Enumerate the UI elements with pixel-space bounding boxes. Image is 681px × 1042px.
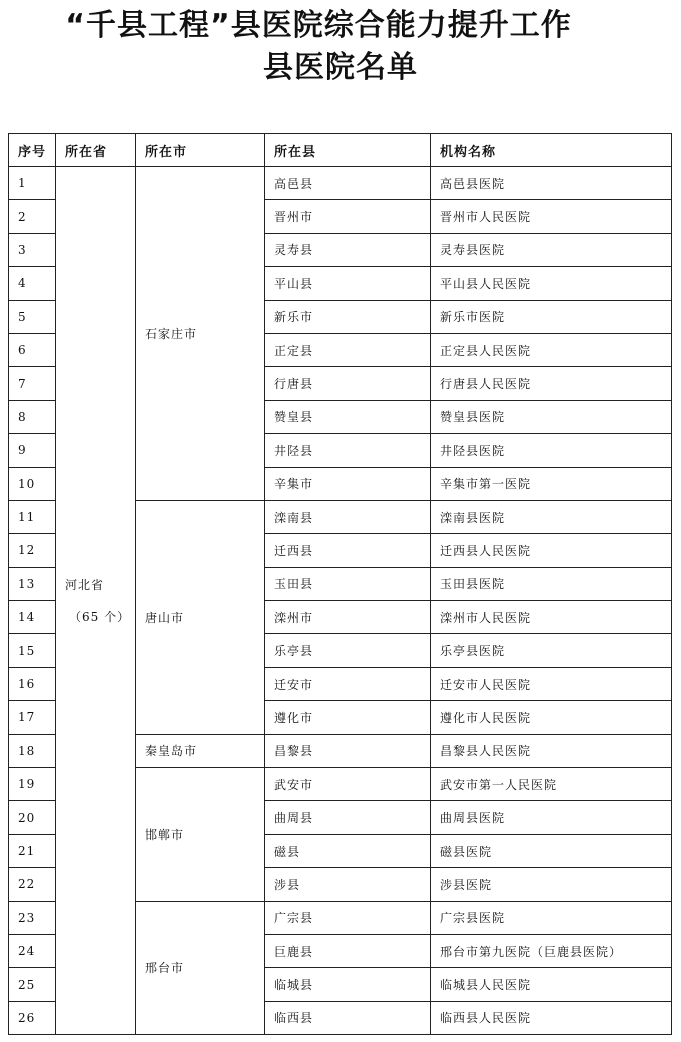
institution-cell: 迁西县人民医院 [431, 534, 672, 567]
serial-number-cell: 2 [9, 200, 56, 233]
serial-number-cell: 14 [9, 601, 56, 634]
city-cell: 唐山市 [136, 500, 265, 734]
institution-cell: 正定县人民医院 [431, 333, 672, 366]
serial-number-cell: 5 [9, 300, 56, 333]
institution-cell: 遵化市人民医院 [431, 701, 672, 734]
county-cell: 高邑县 [265, 167, 431, 200]
county-cell: 赞皇县 [265, 400, 431, 433]
county-cell: 平山县 [265, 267, 431, 300]
province-hospital-count: （65 个） [69, 609, 131, 624]
document-title-line-1: “千县工程”县医院综合能力提升工作 [65, 8, 572, 43]
institution-cell: 高邑县医院 [431, 167, 672, 200]
serial-number-cell: 22 [9, 868, 56, 901]
institution-cell: 井陉县医院 [431, 434, 672, 467]
serial-number-cell: 20 [9, 801, 56, 834]
serial-number-cell: 19 [9, 768, 56, 801]
serial-number-cell: 15 [9, 634, 56, 667]
county-cell: 涉县 [265, 868, 431, 901]
county-cell: 滦州市 [265, 601, 431, 634]
institution-cell: 武安市第一人民医院 [431, 768, 672, 801]
serial-number-cell: 18 [9, 734, 56, 767]
county-cell: 广宗县 [265, 901, 431, 934]
serial-number-cell: 12 [9, 534, 56, 567]
institution-cell: 赞皇县医院 [431, 400, 672, 433]
county-cell: 遵化市 [265, 701, 431, 734]
serial-number-cell: 25 [9, 968, 56, 1001]
serial-number-cell: 9 [9, 434, 56, 467]
institution-cell: 乐亭县医院 [431, 634, 672, 667]
institution-cell: 昌黎县人民医院 [431, 734, 672, 767]
county-cell: 玉田县 [265, 567, 431, 600]
table-row [9, 167, 672, 200]
serial-number-cell: 3 [9, 233, 56, 266]
institution-cell: 滦州市人民医院 [431, 601, 672, 634]
county-cell: 正定县 [265, 333, 431, 366]
institution-cell: 玉田县医院 [431, 567, 672, 600]
header-serial: 序号 [9, 134, 56, 167]
county-cell: 晋州市 [265, 200, 431, 233]
institution-cell: 滦南县医院 [431, 500, 672, 533]
province-name: 河北省 [65, 577, 105, 592]
county-cell: 曲周县 [265, 801, 431, 834]
hospital-list-table [8, 133, 672, 1035]
county-cell: 磁县 [265, 834, 431, 867]
header-institution: 机构名称 [431, 134, 672, 167]
header-province: 所在省 [56, 134, 136, 167]
institution-cell: 平山县人民医院 [431, 267, 672, 300]
county-cell: 井陉县 [265, 434, 431, 467]
serial-number-cell: 26 [9, 1001, 56, 1034]
serial-number-cell: 6 [9, 333, 56, 366]
county-cell: 迁安市 [265, 667, 431, 700]
institution-cell: 临西县人民医院 [431, 1001, 672, 1034]
header-city: 所在市 [136, 134, 265, 167]
document-title-line-2: 县医院名单 [263, 50, 418, 85]
serial-number-cell: 10 [9, 467, 56, 500]
county-cell: 昌黎县 [265, 734, 431, 767]
city-cell: 秦皇岛市 [136, 734, 265, 767]
institution-cell: 辛集市第一医院 [431, 467, 672, 500]
serial-number-cell: 24 [9, 934, 56, 967]
serial-number-cell: 16 [9, 667, 56, 700]
county-cell: 乐亭县 [265, 634, 431, 667]
county-cell: 滦南县 [265, 500, 431, 533]
county-cell: 行唐县 [265, 367, 431, 400]
city-cell: 邯郸市 [136, 768, 265, 902]
institution-cell: 晋州市人民医院 [431, 200, 672, 233]
serial-number-cell: 4 [9, 267, 56, 300]
serial-number-cell: 7 [9, 367, 56, 400]
county-cell: 迁西县 [265, 534, 431, 567]
institution-cell: 邢台市第九医院（巨鹿县医院） [431, 934, 672, 967]
institution-cell: 临城县人民医院 [431, 968, 672, 1001]
institution-cell: 迁安市人民医院 [431, 667, 672, 700]
city-cell: 邢台市 [136, 901, 265, 1035]
institution-cell: 涉县医院 [431, 868, 672, 901]
table-header-row [9, 134, 672, 167]
serial-number-cell: 8 [9, 400, 56, 433]
county-cell: 灵寿县 [265, 233, 431, 266]
institution-cell: 广宗县医院 [431, 901, 672, 934]
county-cell: 巨鹿县 [265, 934, 431, 967]
institution-cell: 磁县医院 [431, 834, 672, 867]
institution-cell: 曲周县医院 [431, 801, 672, 834]
county-cell: 新乐市 [265, 300, 431, 333]
institution-cell: 灵寿县医院 [431, 233, 672, 266]
serial-number-cell: 11 [9, 500, 56, 533]
serial-number-cell: 23 [9, 901, 56, 934]
table-body [9, 167, 672, 1035]
serial-number-cell: 21 [9, 834, 56, 867]
county-cell: 武安市 [265, 768, 431, 801]
city-cell: 石家庄市 [136, 167, 265, 501]
serial-number-cell: 17 [9, 701, 56, 734]
serial-number-cell: 13 [9, 567, 56, 600]
county-cell: 临城县 [265, 968, 431, 1001]
county-cell: 辛集市 [265, 467, 431, 500]
county-cell: 临西县 [265, 1001, 431, 1034]
institution-cell: 新乐市医院 [431, 300, 672, 333]
serial-number-cell: 1 [9, 167, 56, 200]
province-cell [56, 167, 136, 1035]
institution-cell: 行唐县人民医院 [431, 367, 672, 400]
header-county: 所在县 [265, 134, 431, 167]
